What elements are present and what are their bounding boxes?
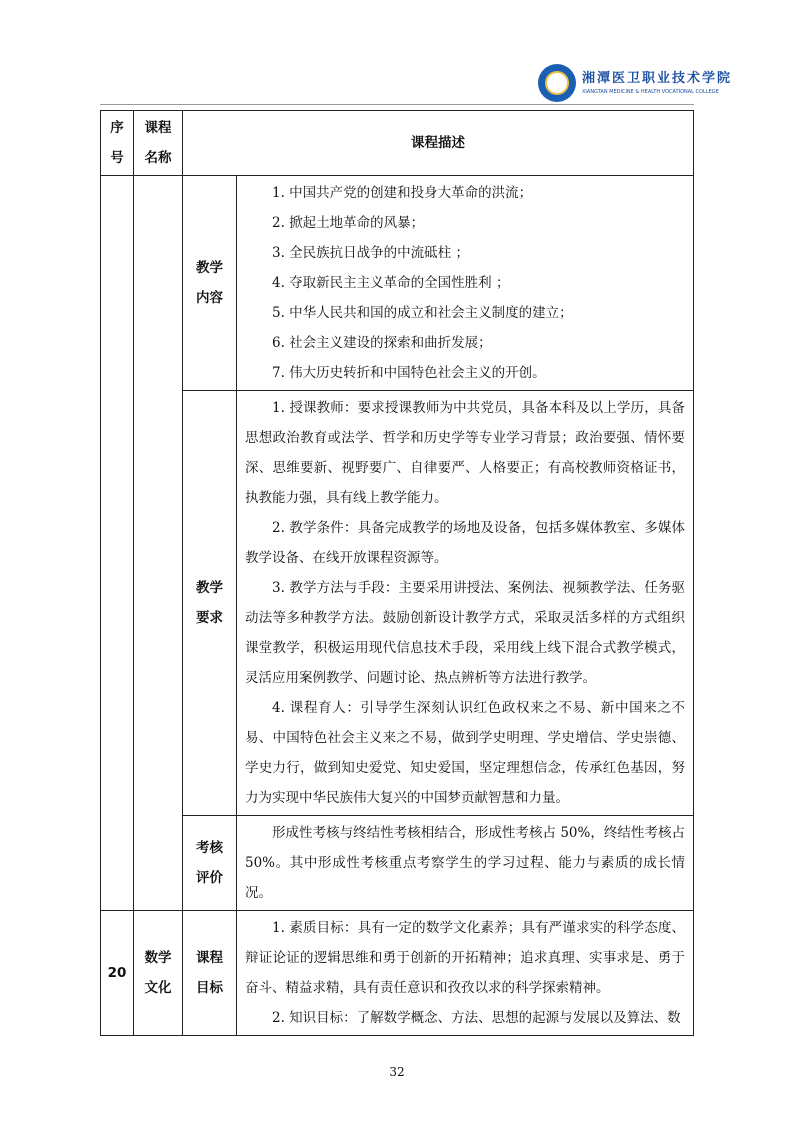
assessment-label: 考核评价 xyxy=(183,816,237,911)
course-name: 数学文化 xyxy=(134,911,183,1036)
table-row xyxy=(101,911,694,1036)
table-header-row xyxy=(101,111,694,176)
table-row xyxy=(101,176,694,391)
course-number: 20 xyxy=(101,911,134,1036)
list-item: 4. 夺取新民主主义革命的全国性胜利 ； xyxy=(272,275,510,291)
paragraph: 2. 教学条件：具备完成教学的场地及设备，包括多媒体教室、多媒体教学设备、在线开放课程资源等。 xyxy=(245,520,685,566)
teaching-content-list xyxy=(237,176,694,391)
course-table xyxy=(100,110,694,1036)
college-name-en: XIANGTAN MEDICINE & HEALTH VOCATIONAL COLLEGE xyxy=(582,89,719,95)
paragraph: 1. 授课教师：要求授课教师为中共党员，具备本科及以上学历，具备思想政治教育或法学、哲学和历史学等专业学习背景；政治要强、情怀要深、思维要新、视野要广、自律要严、人格要正；有高校教师资格证书，执教能力强，具有线上教学能力。 xyxy=(245,400,685,506)
header-divider xyxy=(100,104,694,105)
paragraph: 2. 知识目标：了解数学概念、方法、思想的起源与发展以及算法、数 xyxy=(272,1010,681,1026)
list-item: 1. 中国共产党的创建和投身大革命的洪流； xyxy=(272,185,533,201)
list-item: 5. 中华人民共和国的成立和社会主义制度的建立； xyxy=(272,305,573,321)
teaching-requirements-text xyxy=(237,391,694,816)
list-item: 2. 掀起土地革命的风暴； xyxy=(272,215,425,231)
header-no: 序号 xyxy=(101,111,134,176)
no-cell xyxy=(101,176,134,911)
table-row xyxy=(101,391,694,816)
paragraph: 3. 教学方法与手段：主要采用讲授法、案例法、视频教学法、任务驱动法等多种教学方法。鼓励创新设计教学方式，采取灵活多样的方式组织课堂教学，积极运用现代信息技术手段，采用线上线下混合式教学模式，灵活应用案例教学、问题讨论、热点辨析等方法进行教学。 xyxy=(245,580,685,686)
college-logo xyxy=(538,64,732,102)
name-cell xyxy=(134,176,183,911)
list-item: 3. 全民族抗日战争的中流砥柱 ； xyxy=(272,245,469,261)
paragraph: 1. 素质目标：具有一定的数学文化素养；具有严谨求实的科学态度、辩证论证的逻辑思维和勇于创新的开拓精神；追求真理、实事求是、勇于奋斗、精益求精，具有责任意识和孜孜以求的科学探索精神。 xyxy=(245,920,685,996)
header-desc: 课程描述 xyxy=(183,111,694,176)
assessment-text xyxy=(237,816,694,911)
page-body xyxy=(100,110,694,1080)
course-objective-text xyxy=(237,911,694,1036)
paragraph: 形成性考核与终结性考核相结合，形成性考核占 50%，终结性考核占 50%。其中形成性考核重点考察学生的学习过程、能力与素质的成长情况。 xyxy=(245,825,685,901)
table-row xyxy=(101,816,694,911)
teaching-requirements-label: 教学要求 xyxy=(183,391,237,816)
page-number: 32 xyxy=(389,1065,405,1079)
list-item: 7. 伟大历史转折和中国特色社会主义的开创。 xyxy=(272,365,546,381)
paragraph: 4. 课程育人：引导学生深刻认识红色政权来之不易、新中国来之不易、中国特色社会主义来之不易，做到学史明理、学史增信、学史崇德、学史力行，做到知史爱党、知史爱国，坚定理想信念，传承红色基因，努力为实现中华民族伟大复兴的中国梦贡献智慧和力量。 xyxy=(245,700,685,806)
teaching-content-label: 教学内容 xyxy=(183,176,237,391)
college-seal-icon xyxy=(538,64,576,102)
college-name-cn: 湘潭医卫职业技术学院 xyxy=(582,71,733,86)
course-objective-label: 课程目标 xyxy=(183,911,237,1036)
header-name: 课程名称 xyxy=(134,111,183,176)
list-item: 6. 社会主义建设的探索和曲折发展； xyxy=(272,335,492,351)
